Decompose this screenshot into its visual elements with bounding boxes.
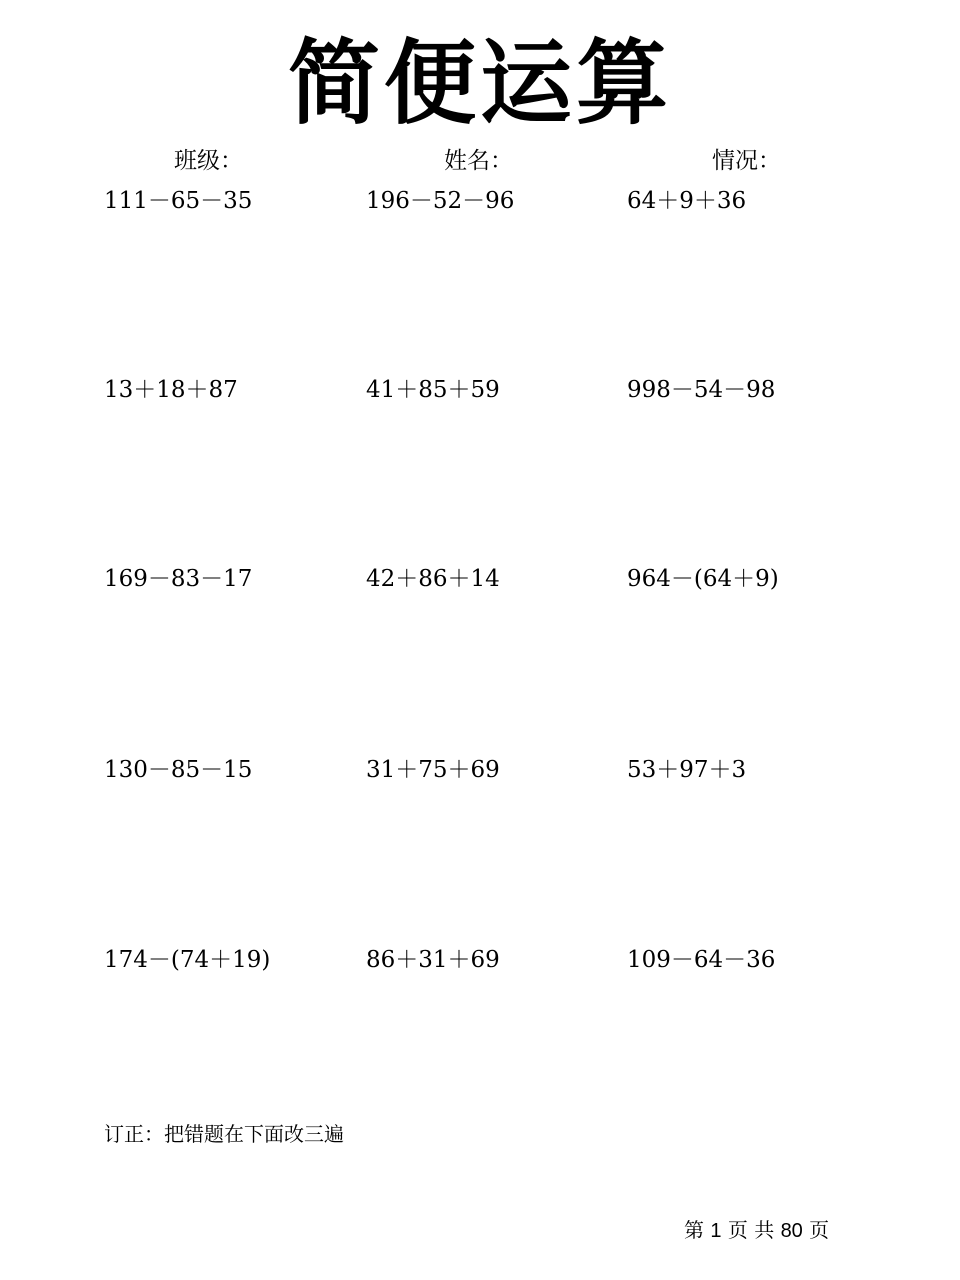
status-label: 情况： [712, 148, 781, 174]
correction-note: 订正：把错题在下面改三遍 [104, 1122, 344, 1146]
problem-r4-c1: 130－85－15 [104, 757, 253, 783]
problem-r1-c1: 111－65－35 [104, 188, 253, 214]
problem-r5-c1: 174－(74＋19) [104, 947, 271, 973]
problem-r1-c2: 196－52－96 [366, 188, 515, 214]
problem-r4-c3: 53＋97＋3 [627, 757, 747, 783]
problem-r3-c1: 169－83－17 [104, 566, 253, 592]
footer-page-mid: 页 共 [727, 1218, 775, 1242]
problem-r2-c2: 41＋85＋59 [366, 377, 500, 403]
problem-r4-c2: 31＋75＋69 [366, 757, 500, 783]
footer-page-total: 80 [780, 1220, 803, 1242]
footer-page-suffix: 页 [809, 1218, 830, 1242]
page-title: 简便运算 [287, 29, 672, 137]
problem-r2-c3: 998－54－98 [627, 377, 776, 403]
problem-r3-c2: 42＋86＋14 [366, 566, 500, 592]
footer-page-prefix: 第 [684, 1218, 704, 1242]
footer-page-number: 1 [710, 1220, 722, 1242]
problem-r3-c3: 964－(64＋9) [627, 566, 779, 592]
class-label: 班级： [174, 148, 243, 174]
problem-r5-c3: 109－64－36 [627, 947, 776, 973]
problem-r2-c1: 13＋18＋87 [104, 377, 238, 403]
problem-r5-c2: 86＋31＋69 [366, 947, 500, 973]
name-label: 姓名： [444, 148, 513, 174]
problem-r1-c3: 64＋9＋36 [627, 188, 747, 214]
page-footer [684, 1216, 829, 1245]
